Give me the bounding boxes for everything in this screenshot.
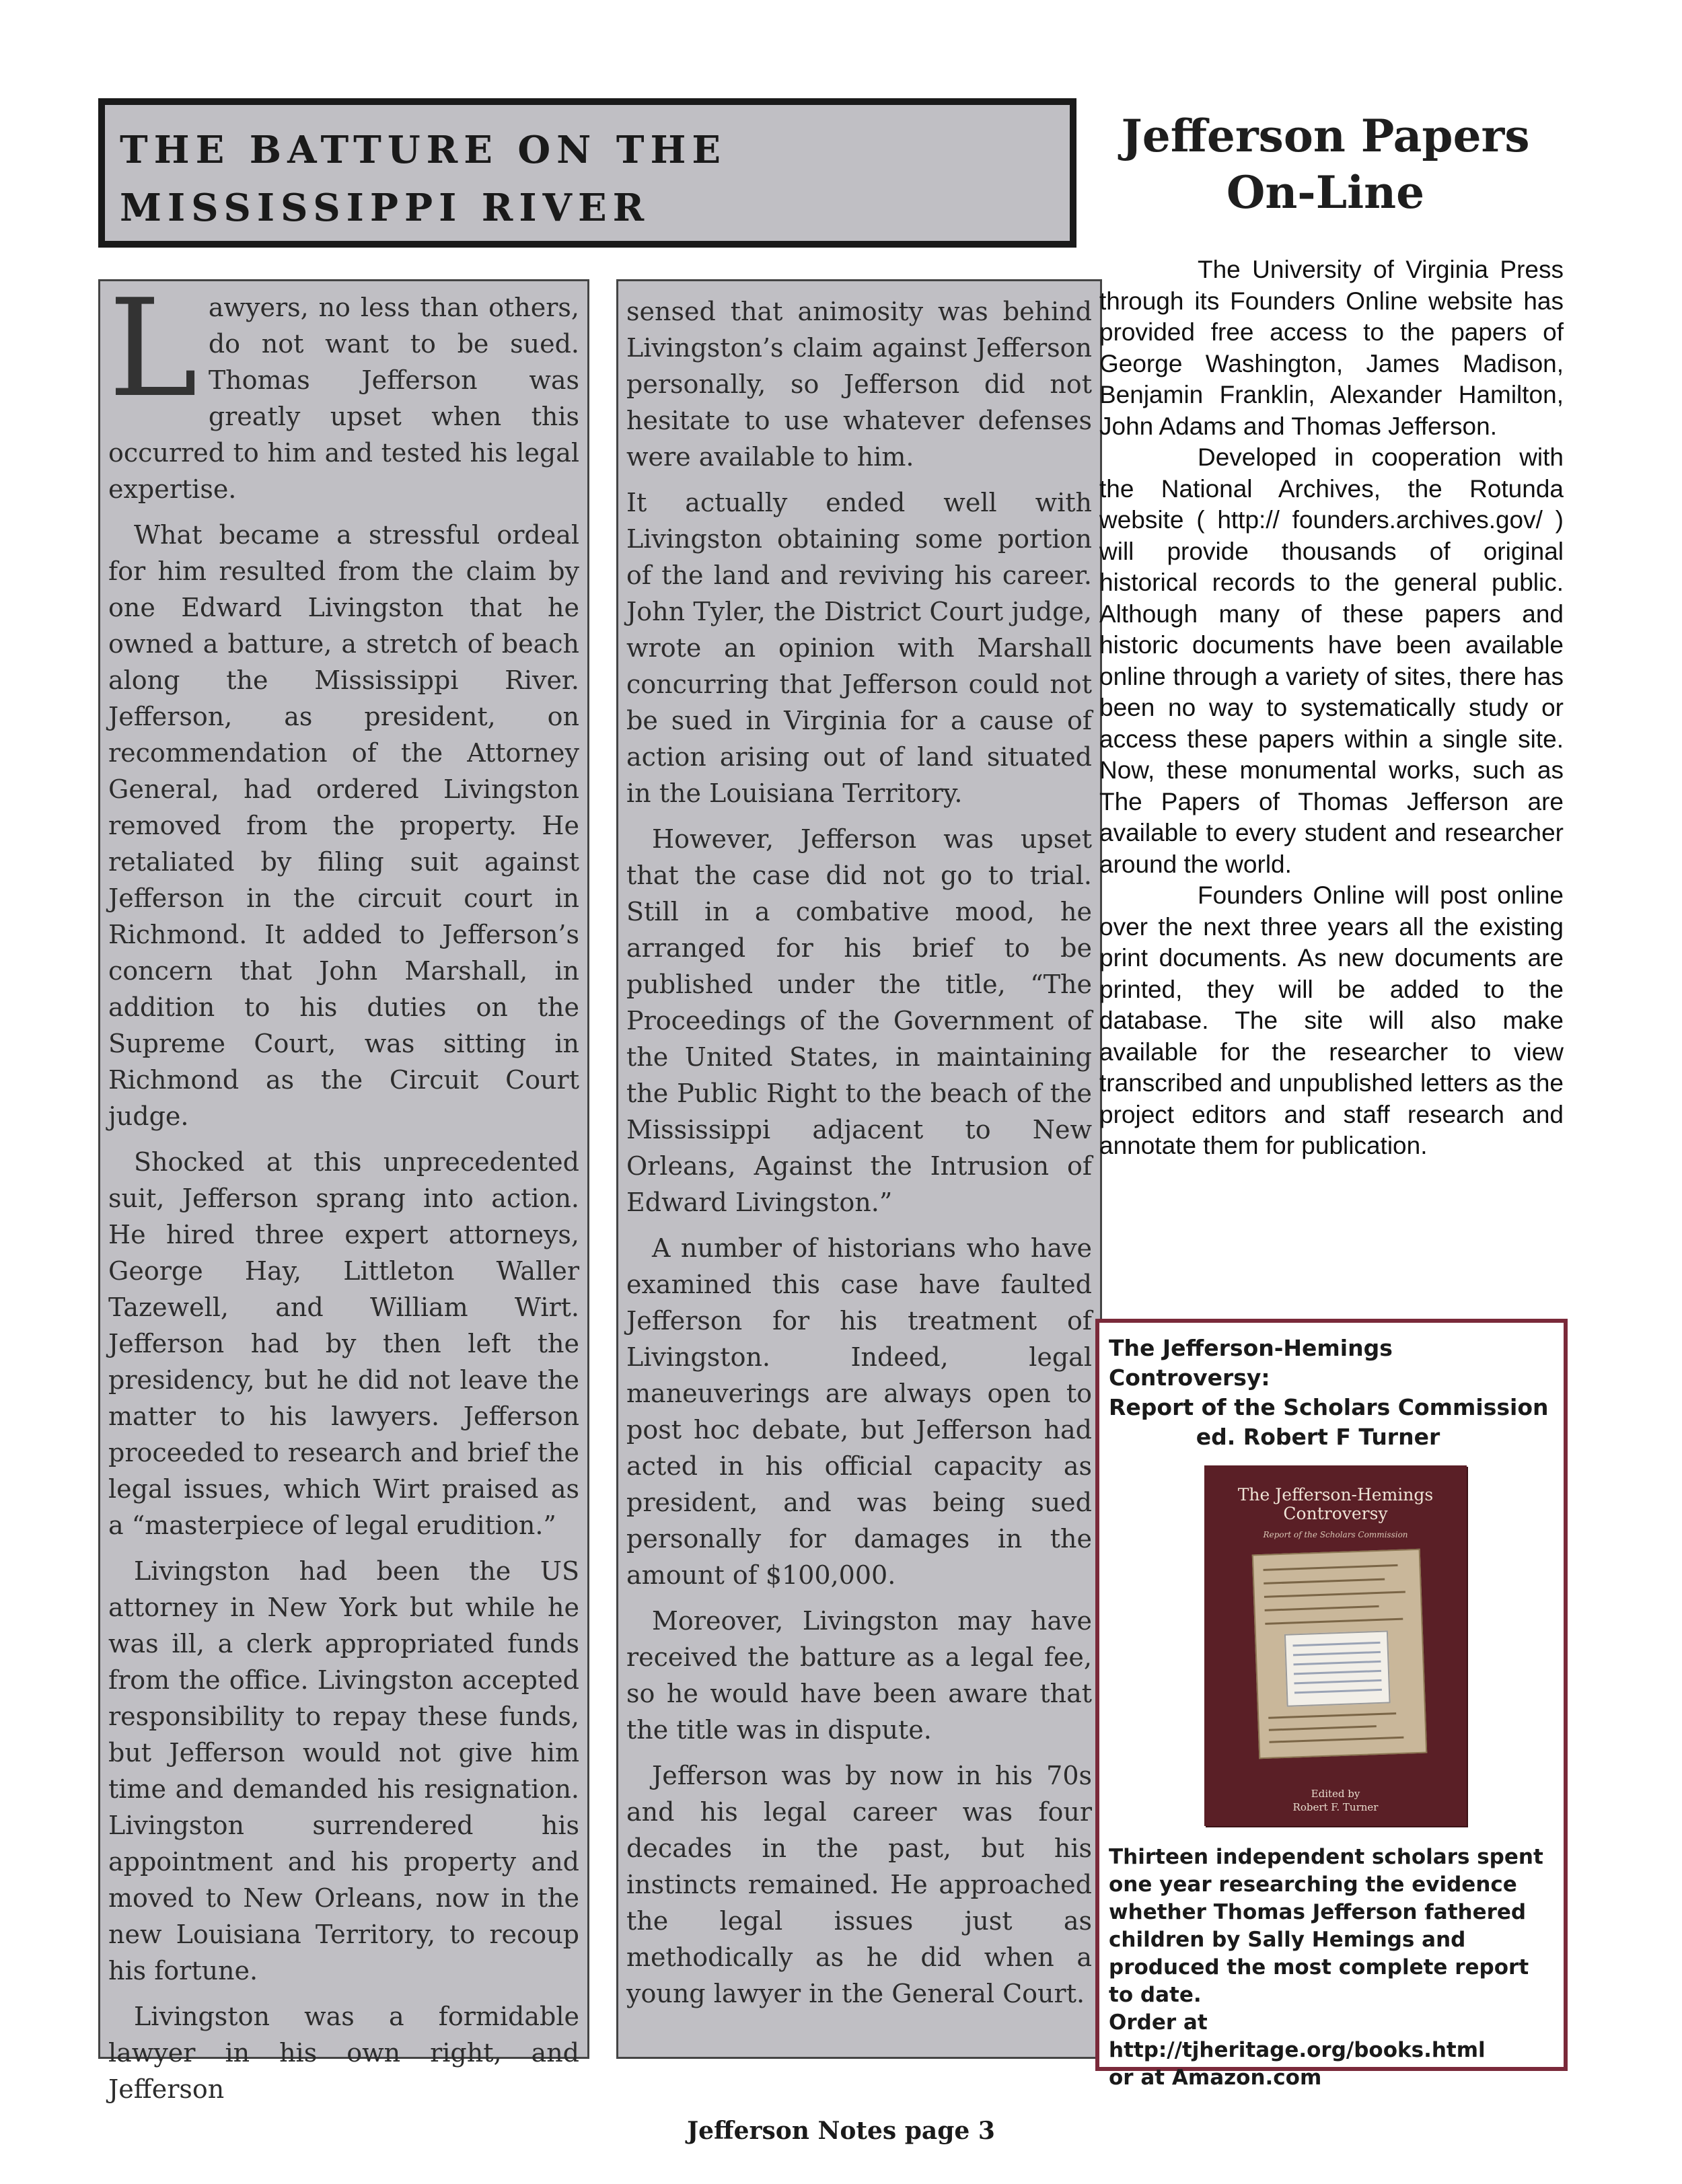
sidebar-paragraph-1 [1099,254,1564,442]
book-editor: ed. Robert F Turner [1196,1424,1440,1450]
article-paragraph-11: Jefferson was by now in his 70s and his legal career was four decades in the past, but his instincts remained. He approached the legal issues just as methodically as he did when a young lawyer in the General Court. [626,1761,1092,2008]
article-title-line-1: THE BATTURE ON THE [120,128,727,172]
article-title-box [98,98,1076,248]
sidebar-paragraph-2: Developed in cooperation with the National Archives, the Rotunda website ( http:// founders.archives.gov/ ) will provide thousands of original historical records to the general public. Although many of these papers and historic documents have been available online through a variety of sites, there has been no way to systematically study or access these papers within a single site. Now, these monumental works, such as The Papers of Thomas Jefferson are available to every student and researcher around the world. [1099,443,1564,878]
sidebar-title-line-2: On-Line [1226,166,1425,219]
article-paragraph-1-text: awyers, no less than others, do not want to be sued. Thomas Jefferson was greatly upset when this occurred to him and tested his legal expertise. [108,293,579,504]
article-paragraph-8: However, Jefferson was upset that the case did not go to trial. Still in a combative mood, he arranged for his brief to be published under the title, “The Proceedings of the Government of the United States, in maintaining the Public Right to the beach of the Mississippi adjacent to New Orleans, Against the Intrusion of Edward Livingston.” [626,824,1092,1217]
book-cover-manuscript [1252,1549,1427,1759]
article-title-line-2: MISSISSIPPI RIVER [120,186,651,230]
sidebar-title-line-1: Jefferson Papers [1121,110,1530,162]
book-cover-author-block [1204,1787,1467,1814]
book-cover-title: The Jefferson-Hemings Controversy [1237,1485,1434,1523]
book-ad-box [1095,1319,1568,2090]
book-order-link[interactable]: http://tjheritage.org/books.html [1109,2038,1486,2062]
book-cover-table-inset [1284,1630,1391,1706]
article-paragraph-1 [108,270,579,507]
page-footer: Jefferson Notes page 3 [687,2117,995,2145]
article-column-2 [616,279,1102,2059]
article-paragraph-5: Livingston was a formidable lawyer in his own right, and Jefferson [108,2002,579,2104]
article-paragraph-3: Shocked at this unprecedented suit, Jefferson sprang into action. He hired three expert attorneys, George Hay, Littleton Waller Tazewell, and William Wirt. Jefferson had by then left the presidency, but he did not leave the matter to his lawyers. Jefferson proceeded to research and brief the legal issues, which Wirt praised as a “masterpiece of legal erudition.” [108,1147,579,1540]
book-cover-author: Robert F. Turner [1292,1801,1379,1813]
article-paragraph-9: A number of historians who have examined this case have faulted Jefferson for his treatment of Livingston. Indeed, legal maneuverings are always open to post hoc debate, but Jefferson had acted in his official capacity as president, and was being sued personally for damages in the amount of $100,000. [626,1233,1092,1590]
article-paragraph-2: What became a stressful ordeal for him resulted from the claim by one Edward Livingston that he owned a batture, a stretch of beach along the Mississippi River. Jefferson, as president, on recommendation of the Attorney General, had ordered Livingston removed from the property. He retaliated by filing suit against Jefferson in the circuit court in Richmond. It added to Jefferson’s concern that John Marshall, in addition to his duties on the Supreme Court, was sitting in Richmond as the Circuit Court judge. [108,520,579,1131]
book-cover-image [1204,1465,1467,1826]
sidebar-title [1097,108,1554,221]
article-paragraph-7: It actually ended well with Livingston obtaining some portion of the land and reviving his career. John Tyler, the District Court judge, wrote an opinion with Marshall concurring that Jefferson could not be sued in Virginia for a cause of action arising out of land situated in the Louisiana Territory. [626,488,1092,808]
book-cover-subtitle: Report of the Scholars Commission [1263,1530,1408,1539]
sidebar-body [1099,254,1564,1162]
sidebar-paragraph-3: Founders Online will post online over the next three years all the existing print documents. As new documents are printed, they will be added to the database. The site will also make available for the researcher to view transcribed and unpublished letters as the project editors and staff research and annotate them for publication. [1099,881,1564,1159]
article-paragraph-4: Livingston had been the US attorney in New York but while he was ill, a clerk appropriated funds from the office. Livingston accepted responsibility to repay these funds, but Jefferson would not give him time and demanded his resignation. Livingston surrendered his appointment and his property and moved to New Orleans, now in the new Louisiana Territory, to recoup his fortune. [108,1556,579,1986]
article-column-1 [98,270,589,2104]
book-description: Thirteen independent scholars spent one year researching the evidence whether Thomas Jefferson fathered children by Sally Hemings and produced the most complete report to date. [1109,1845,1543,2007]
drop-cap: L [108,270,198,427]
book-title-line-1: The Jefferson-Hemings Controversy: [1109,1335,1393,1391]
book-cover-edited-by: Edited by [1311,1788,1360,1800]
article-paragraph-10: Moreover, Livingston may have received the batture as a legal fee, so he would have been aware that the title was in dispute. [626,1606,1092,1745]
book-order-label: Order at [1109,2010,1208,2035]
book-title-line-2: Report of the Scholars Commission [1109,1394,1549,1420]
article-paragraph-6: sensed that animosity was behind Livingston’s claim against Jefferson personally, so Jefferson did not hesitate to use whatever defenses were available to him. [626,297,1092,472]
sidebar-paragraph-1-text: The University of Virginia Press through its Founders Online website has provided free access to the papers of George Washington, James Madison, Benjamin Franklin, Alexander Hamilton, John Adams and Thomas Jefferson. [1099,256,1564,440]
book-description-block [1109,1844,1554,2092]
book-amazon-note: or at Amazon.com [1109,2066,1322,2090]
